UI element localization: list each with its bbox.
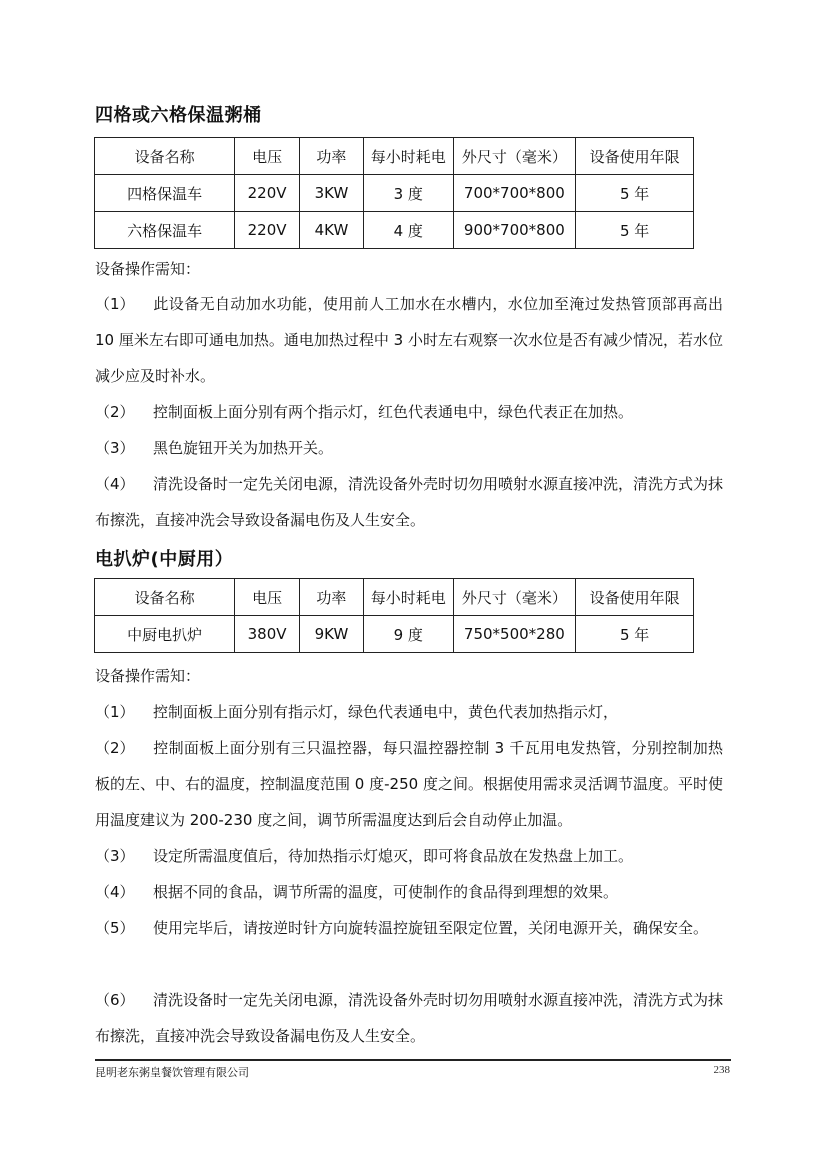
instruction-item bbox=[95, 466, 723, 538]
item-text: 控制面板上面分别有两个指示灯，红色代表通电中，绿色代表正在加热。 bbox=[153, 403, 634, 421]
instruction-item bbox=[95, 430, 723, 466]
table-header-row bbox=[95, 138, 694, 175]
table-cell: 9KW bbox=[299, 616, 363, 653]
table-header-cell: 设备名称 bbox=[95, 138, 235, 175]
table-cell: 700*700*800 bbox=[453, 175, 576, 212]
table-row bbox=[95, 616, 694, 653]
table-header-cell: 设备使用年限 bbox=[576, 138, 694, 175]
instruction-item bbox=[95, 838, 723, 874]
item-text: 根据不同的食品，调节所需的温度，可使制作的食品得到理想的效果。 bbox=[153, 883, 619, 901]
item-number: （5） bbox=[95, 919, 135, 937]
instruction-item bbox=[95, 286, 723, 394]
table-cell: 中厨电扒炉 bbox=[95, 616, 235, 653]
item-text: 黑色旋钮开关为加热开关。 bbox=[153, 439, 334, 457]
table-header-cell: 设备名称 bbox=[95, 579, 235, 616]
table-row bbox=[95, 212, 694, 249]
table-cell: 900*700*800 bbox=[453, 212, 576, 249]
section-title-porridge-bucket: 四格或六格保温粥桶 bbox=[95, 105, 262, 126]
table-cell: 4 度 bbox=[364, 212, 453, 249]
item-number: （6） bbox=[95, 991, 135, 1009]
item-text: 控制面板上面分别有指示灯，绿色代表通电中，黄色代表加热指示灯， bbox=[153, 703, 619, 721]
instruction-item bbox=[95, 982, 723, 1054]
table-header-cell: 外尺寸（毫米） bbox=[453, 138, 576, 175]
table-cell: 3 度 bbox=[364, 175, 453, 212]
page-number: 238 bbox=[713, 1064, 730, 1076]
table-cell: 4KW bbox=[299, 212, 363, 249]
table-header-cell: 设备使用年限 bbox=[576, 579, 694, 616]
notice-label: 设备操作需知： bbox=[95, 667, 201, 685]
table-row bbox=[95, 175, 694, 212]
table-cell: 750*500*280 bbox=[453, 616, 576, 653]
spec-table-porridge-bucket bbox=[94, 137, 694, 249]
item-number: （3） bbox=[95, 439, 135, 457]
table-header-cell: 电压 bbox=[235, 579, 299, 616]
item-number: （1） bbox=[95, 295, 135, 313]
table-cell: 5 年 bbox=[576, 212, 694, 249]
table-header-cell: 功率 bbox=[299, 138, 363, 175]
instruction-item bbox=[95, 694, 723, 730]
spec-table-griddle bbox=[94, 578, 694, 653]
table-header-cell: 外尺寸（毫米） bbox=[453, 579, 576, 616]
table-header-row bbox=[95, 579, 694, 616]
table-header-cell: 功率 bbox=[299, 579, 363, 616]
item-text: 设定所需温度值后，待加热指示灯熄灭，即可将食品放在发热盘上加工。 bbox=[153, 847, 634, 865]
table-cell: 5 年 bbox=[576, 175, 694, 212]
table-cell: 四格保温车 bbox=[95, 175, 235, 212]
table-cell: 5 年 bbox=[576, 616, 694, 653]
item-text: 使用完毕后，请按逆时针方向旋转温控旋钮至限定位置，关闭电源开关，确保安全。 bbox=[153, 919, 709, 937]
table-header-cell: 每小时耗电 bbox=[364, 138, 453, 175]
item-text: 清洗设备时一定先关闭电源，清洗设备外壳时切勿用喷射水源直接冲洗，清洗方式为抹布擦洗，直接冲洗会导致设备漏电伤及人生安全。 bbox=[95, 475, 724, 529]
item-text: 此设备无自动加水功能，使用前人工加水在水槽内，水位加至淹过发热管顶部再高出 10 厘米左右即可通电加热。通电加热过程中 3 小时左右观察一次水位是否有减少情况，若水位减少应及时补水。 bbox=[95, 295, 723, 385]
table-cell: 9 度 bbox=[364, 616, 453, 653]
instruction-item bbox=[95, 910, 723, 946]
section-title-griddle: 电扒炉(中厨用） bbox=[95, 549, 234, 570]
item-number: （3） bbox=[95, 847, 135, 865]
instruction-item bbox=[95, 394, 723, 430]
table-cell: 380V bbox=[235, 616, 299, 653]
item-text: 清洗设备时一定先关闭电源，清洗设备外壳时切勿用喷射水源直接冲洗，清洗方式为抹布擦洗，直接冲洗会导致设备漏电伤及人生安全。 bbox=[95, 991, 724, 1045]
item-text: 控制面板上面分别有三只温控器，每只温控器控制 3 千瓦用电发热管，分别控制加热板的左、中、右的温度，控制温度范围 0 度-250 度之间。根据使用需求灵活调节温度。平时使用温度建议为 200-230 度之间，调节所需温度达到后会自动停止加温。 bbox=[95, 739, 723, 829]
instruction-item bbox=[95, 730, 723, 838]
notice-label: 设备操作需知： bbox=[95, 260, 201, 278]
table-header-cell: 电压 bbox=[235, 138, 299, 175]
item-number: （4） bbox=[95, 475, 135, 493]
table-cell: 220V bbox=[235, 212, 299, 249]
instruction-item bbox=[95, 874, 723, 910]
table-cell: 3KW bbox=[299, 175, 363, 212]
table-cell: 六格保温车 bbox=[95, 212, 235, 249]
item-number: （2） bbox=[95, 403, 135, 421]
footer-company: 昆明老东粥皇餐饮管理有限公司 bbox=[95, 1067, 249, 1079]
item-number: （2） bbox=[95, 739, 135, 757]
footer-divider bbox=[95, 1059, 731, 1061]
table-cell: 220V bbox=[235, 175, 299, 212]
item-number: （1） bbox=[95, 703, 135, 721]
item-number: （4） bbox=[95, 883, 135, 901]
table-header-cell: 每小时耗电 bbox=[364, 579, 453, 616]
